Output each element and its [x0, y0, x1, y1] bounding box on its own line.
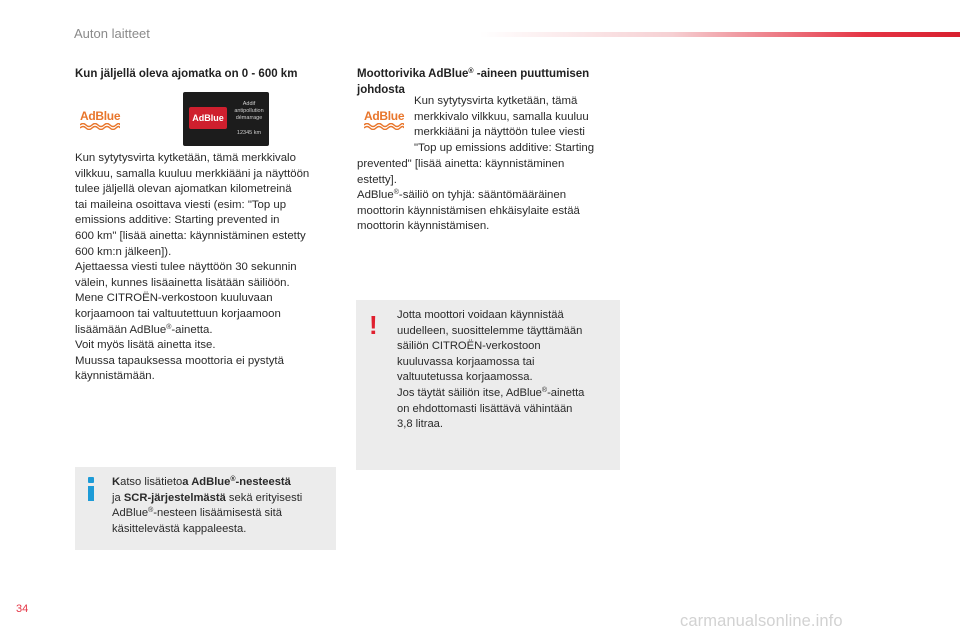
warning-text-main: Jotta moottori voidaan käynnistää uudelleen, suosittelemme täyttämään säiliön CITROËN-verkostoon kuuluvassa korjaamossa tai valtuutetussa korjaamossa.	[397, 309, 583, 384]
info-t1: atso lisätieto	[120, 476, 183, 488]
left-body-text	[75, 151, 337, 385]
warning-text3: on ehdottomasti lisättävä vähintään 3,8 litraa.	[397, 402, 573, 431]
page-number: 34	[16, 603, 29, 615]
info-t6: käsittelevästä kappaleesta.	[112, 522, 247, 535]
exclamation-icon: !	[369, 310, 378, 340]
right-body-full-text: prevented" [lisää ainetta: käynnistäminen estetty].	[357, 158, 565, 186]
left-body-main: Kun sytytysvirta kytketään, tämä merkkivalo vilkkuu, samalla kuuluu merkkiääni ja näyttöön tulee jäljellä olevan ajomatkan kilometreinä tai maileina osoittava viesti (esim: "Top up emissions additive: Starting prevented in 600 km" [lisää ainetta: käynnistäminen estetty 600 km:n jälkeen]). Ajettaessa viesti tulee näyttöön 30 sekunnin välein, kunnes lisäainetta lisätään säiliöön. Mene CITROËN-verkostoon kuuluvaan korjaamoon tai valtuutettuun korjaamoon	[75, 152, 310, 320]
warning-text2-suffix: -ainetta	[547, 386, 585, 399]
display-km: 12345 km	[236, 130, 262, 136]
registered-mark: ®	[541, 386, 548, 394]
section-title: Auton laitteet	[74, 26, 150, 41]
info-icon	[87, 477, 96, 501]
info-text	[112, 475, 330, 537]
right-heading-part2: -aineen puuttumisen	[473, 68, 590, 80]
info-b3: SCR-järjestelmästä	[123, 491, 226, 504]
tank-rest: moottorin käynnistämisen ehkäisylaite estää moottorin käynnistämisen.	[357, 204, 580, 233]
adblue-badge: AdBlue	[189, 107, 227, 129]
left-heading: Kun jäljellä oleva ajomatka on 0 - 600 km	[75, 68, 298, 80]
info-b1: a AdBlue	[182, 476, 231, 488]
right-body-indented: Kun sytytysvirta kytketään, tämä merkkivalo vilkkuu, samalla kuuluu merkkiääni ja näyttöön tulee viesti "Top up emissions additive: Starting	[414, 95, 595, 154]
info-t2: ja	[112, 491, 124, 504]
right-body-full	[357, 157, 627, 235]
wave-icon	[364, 123, 404, 130]
display-message: Addif antipollution démarrage	[234, 101, 264, 121]
adblue-warning-icon	[80, 110, 126, 130]
info-t4: AdBlue	[112, 507, 149, 520]
info-box	[75, 467, 336, 550]
info-t3: sekä erityisesti	[225, 491, 303, 504]
left-body-adblue-suffix: -ainetta.	[171, 323, 213, 336]
registered-mark: ®	[166, 323, 172, 331]
registered-mark: ®	[148, 507, 154, 515]
info-t5: -nesteen lisäämisestä sitä	[153, 507, 282, 520]
registered-mark: ®	[468, 68, 474, 75]
tank-prefix: AdBlue	[357, 189, 394, 202]
adblue-warning-icon	[364, 110, 410, 130]
adblue-logo-text: AdBlue	[364, 109, 405, 123]
watermark: carmanualsonline.info	[680, 612, 843, 630]
instrument-panel-display	[183, 92, 269, 146]
warning-text	[397, 308, 612, 433]
registered-mark: ®	[393, 189, 399, 197]
left-body-adblue: lisäämään AdBlue	[75, 323, 167, 336]
header-accent-bar	[480, 32, 960, 37]
warning-box	[356, 300, 620, 470]
right-heading-part3: johdosta	[357, 84, 405, 96]
right-heading-part1: Moottorivika AdBlue	[357, 68, 469, 80]
tank-suffix: -säiliö on tyhjä: sääntömääräinen	[398, 189, 567, 202]
left-body-end: Voit myös lisätä ainetta itse. Muussa tapauksessa moottoria ei pystytä käynnistämään.	[75, 339, 284, 383]
info-k: K	[112, 476, 121, 488]
adblue-logo-text: AdBlue	[80, 109, 121, 123]
wave-icon	[80, 123, 120, 130]
registered-mark: ®	[230, 476, 236, 483]
info-b2: -nesteestä	[235, 476, 291, 488]
warning-text2-prefix: Jos täytät säiliön itse, AdBlue	[397, 386, 542, 399]
